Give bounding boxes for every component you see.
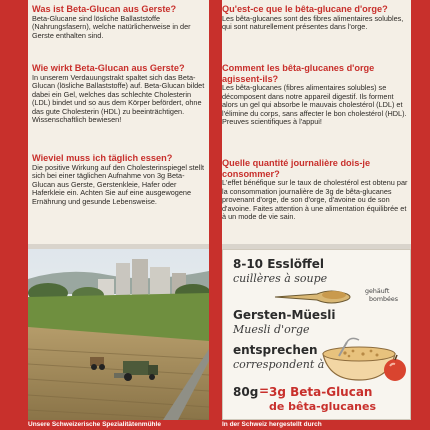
spoons-de: 8-10 Esslöffel: [233, 257, 325, 271]
red-frame-left: [0, 0, 28, 430]
equals-fr: correspondent à: [233, 358, 325, 371]
question-de-3: Wieviel muss ich täglich essen?: [32, 153, 173, 163]
faq-fr-3: [222, 158, 408, 222]
equals-de: entsprechen: [233, 343, 318, 357]
question-fr-2: Comment les bêta-glucanes d'orge agissent-ils?: [222, 63, 375, 84]
answer-de-1: Beta-Glucane sind lösliche Ballaststoffe (Nahrungsfasern), welche natürlicherweise in der Gerste enthalten sind.: [32, 13, 191, 40]
question-fr-1: Qu'est-ce que le bêta-glucane d'orge?: [222, 4, 388, 14]
answer-fr-1: Les bêta-glucanes sont des fibres alimentaires solubles, qui sont naturellement présentes dans l'orge.: [222, 13, 404, 32]
faq-fr-1: [222, 4, 408, 32]
question-fr-3: Quelle quantité journalière dois-je consommer?: [222, 158, 371, 179]
heaped-de: gehäuft: [365, 288, 390, 295]
mill-landscape-illustration: [28, 249, 209, 420]
dosage-illustration-panel: [222, 249, 411, 420]
faq-fr-2: [222, 63, 408, 127]
muesli-de: Gersten-Müesli: [233, 308, 336, 322]
answer-fr-2: Les bêta-glucanes (fibres alimentaires solubles) se décomposent dans notre appareil digestif. Ils forment alors un gel qui absorbe le mauvais cholestérol (LDL) et l'élimine du corps, sans affecter le bon cholestérol (HDL). Preuves scientifiques à l'appui!: [222, 83, 407, 127]
beta-glucan-fr: de bêta-glucanes: [269, 400, 377, 413]
faq-de-2: [32, 63, 207, 125]
answer-fr-3: L'effet bénéfique sur le taux de cholestérol est obtenu par la consommation journalière de 3g de bêta-glucanes provenant d'orge, de son d'orge, d'avoine ou de son d'avoine. Faites attention à une alimentation équilibrée et à un mode de vie sain.: [222, 178, 408, 222]
spoon-icon: [273, 286, 353, 308]
caption-right: In der Schweiz hergestellt durch: [222, 421, 322, 428]
caption-left: Unsere Schweizerische Spezialitätenmühle: [28, 421, 161, 428]
mill-field-photo: [28, 249, 209, 420]
grams-amount: 80g: [233, 385, 259, 399]
answer-de-3: Die positive Wirkung auf den Cholesterinspiegel stellt sich bei einer täglichen Aufnahme von 3g Beta-Glucan aus Gerste, Gerstenkleie, Hafer oder Haferkleie ein. Achten Sie auf eine ausgewogene Ernährung und gesunde Lebensweise.: [32, 162, 204, 206]
question-de-1: Was ist Beta-Glucan aus Gerste?: [32, 4, 177, 14]
faq-de-1: [32, 4, 207, 40]
beta-glucan-de: 3g Beta-Glucan: [269, 385, 373, 399]
german-text-panel: [28, 0, 209, 244]
faq-de-3: [32, 153, 207, 206]
spoons-fr: cuillères à soupe: [233, 272, 328, 285]
answer-de-2: In unserem Verdauungstrakt spaltet sich das Beta-Glucan (lösliche Ballaststoffe) auf. Beta-Glucan bildet dabei ein Gel, welches das schlechte Cholesterin (LDL) bindet und so aus dem Körper befördert, ohne das gute Cholesterin (HDL) zu beeinträchtigen. Wissenschaftlich bewiesen!: [32, 72, 205, 125]
red-frame-right: [411, 0, 430, 430]
equals-sign: =: [259, 384, 270, 398]
question-de-2: Wie wirkt Beta-Glucan aus Gerste?: [32, 63, 185, 73]
bowl-with-apple-icon: [319, 336, 409, 386]
muesli-fr: Muesli d'orge: [233, 323, 310, 336]
french-text-panel: [222, 0, 411, 244]
red-frame-divider: [209, 0, 222, 430]
heaped-fr: bombées: [369, 296, 399, 303]
